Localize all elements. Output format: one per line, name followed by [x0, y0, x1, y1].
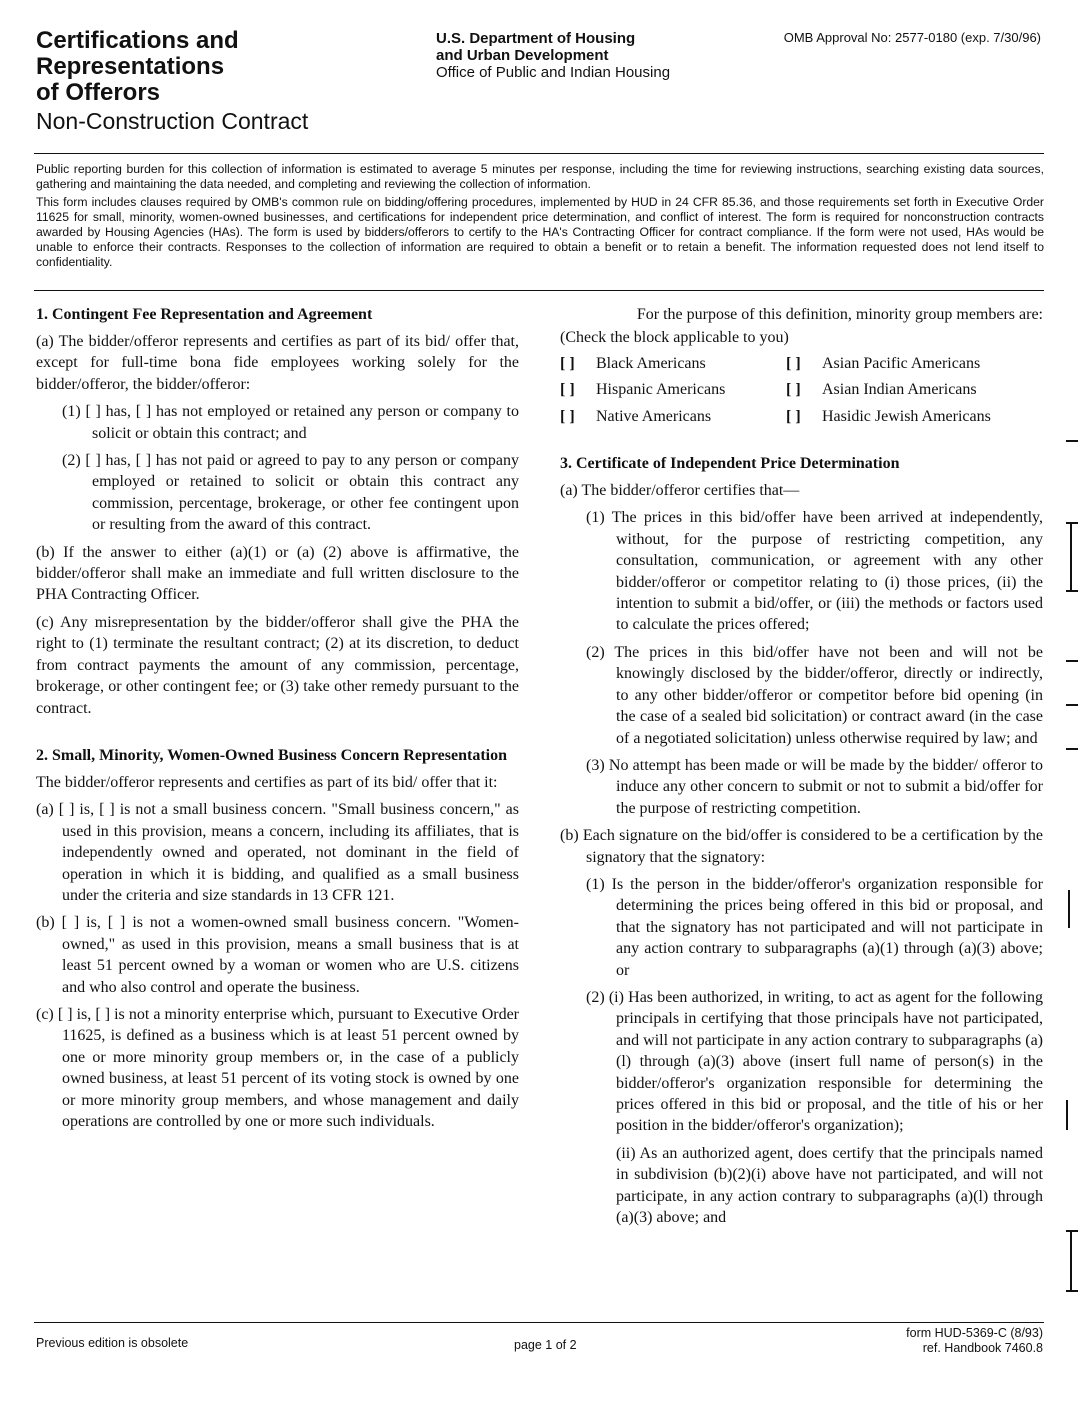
minority-option-hispanic[interactable]: [ ] Hispanic Americans — [560, 379, 786, 400]
section-3-b2ii: (ii) As an authorized agent, does certify that the principals named in subdivision (b)(2)(i) above have not participated, and will not participate, in any action contrary to subparagraphs (a)(l) through (a)(3) above; and — [616, 1144, 1043, 1227]
form-title — [36, 28, 416, 134]
checkbox[interactable]: [ ] — [560, 354, 575, 372]
minority-intro: For the purpose of this definition, minority group members are: — [636, 306, 1043, 323]
margin-mark — [1066, 440, 1078, 442]
margin-mark — [1066, 660, 1078, 662]
burden-rule — [34, 290, 1044, 291]
margin-mark — [1070, 522, 1072, 590]
section-2-heading: 2. Small, Minority, Women-Owned Business Concern Representation — [36, 746, 507, 764]
margin-mark — [1066, 1230, 1078, 1232]
title-line-1: Certifications and — [36, 27, 239, 54]
section-3-a2: (2) The prices in this bid/offer have not been and will not be knowingly disclosed by the bidder/offeror, directly or indirectly, to any other bidder/offeror or competitor before bid opening (in the case of a sealed bid solicitation) or contract award (in the case of a negotiated solicitation) unless otherwise required by law; and — [586, 643, 1043, 747]
section-1-heading: 1. Contingent Fee Representation and Agreement — [36, 306, 373, 323]
section-1-a1: (1) [ ] has, [ ] has not employed or retained any person or company to solicit or obtain this contract; and — [62, 403, 519, 442]
minority-group-list — [560, 353, 1043, 427]
section-2-intro: The bidder/offeror represents and certifies as part of its bid/ offer that it: — [36, 773, 498, 791]
checkbox[interactable]: [ ] — [560, 381, 575, 399]
margin-mark — [1066, 522, 1078, 524]
footer-obsolete-note: Previous edition is obsolete — [36, 1336, 189, 1350]
agency-line-2: and Urban Development — [436, 47, 609, 64]
omb-approval: OMB Approval No: 2577-0180 (exp. 7/30/96) — [783, 30, 1041, 45]
minority-option-asian-pacific[interactable]: [ ] Asian Pacific Americans — [786, 353, 1044, 374]
margin-mark — [1066, 748, 1078, 750]
title-line-3: of Offerors — [36, 79, 161, 106]
section-1-a2: (2) [ ] has, [ ] has not paid or agreed to pay to any person or company employed or retained to solicit or obtain this contract any commission, percentage, brokerage, or other fee contingent upon or resulting from the award of this contract. — [62, 452, 519, 534]
burden-paragraph-1: Public reporting burden for this collection of information is estimated to average 5 minutes per response, including the time for reviewing instructions, searching existing data sources, gathering and maintaining the data needed, and completing and reviewing the collection of information. — [36, 162, 1044, 191]
section-3-a: (a) The bidder/offeror certifies that— — [560, 482, 800, 500]
footer-form-number: form HUD-5369-C (8/93) — [906, 1326, 1043, 1340]
margin-mark — [1066, 704, 1078, 706]
section-2-c: (c) [ ] is, [ ] is not a minority enterprise which, pursuant to Executive Order 11625, is defined as a business which is at least 51 percent owned by one or more minority group members or, in the case of a publicly owned business, at least 51 percent of its voting stock is owned by one or more minority group members, and whose management and daily operations are controlled by one or more such individuals. — [36, 1005, 519, 1130]
minority-option-black[interactable]: [ ] Black Americans — [560, 353, 786, 374]
margin-mark — [1068, 890, 1070, 928]
section-3-a3: (3) No attempt has been made or will be made by the bidder/ offeror to induce any other concern to submit or not to submit a bid/offer for the purpose of restricting competition. — [586, 756, 1043, 817]
margin-mark — [1066, 1100, 1068, 1130]
minority-option-hasidic[interactable]: [ ] Hasidic Jewish Americans — [786, 406, 1044, 427]
footer-form-id — [906, 1326, 1043, 1356]
left-column — [36, 304, 519, 1138]
checkbox[interactable]: [ ] — [786, 407, 801, 425]
margin-mark — [1066, 590, 1078, 592]
burden-statement — [36, 162, 1044, 273]
section-3-b1: (1) Is the person in the bidder/offeror's organization responsible for determining the prices being offered in this bid or proposal, and that the signatory has not participated and will not participate in any action contrary to subparagraphs (a)(1) through (a)(3) above; or — [586, 875, 1043, 979]
footer-rule — [34, 1322, 1044, 1323]
title-line-2: Representations — [36, 53, 225, 80]
footer-page-number: page 1 of 2 — [514, 1338, 577, 1352]
section-1-b: (b) If the answer to either (a)(1) or (a) (2) above is affirmative, the bidder/offeror shall make an immediate and full written disclosure to the PHA Contracting Officer. — [36, 543, 519, 604]
right-column — [560, 304, 1043, 1234]
margin-mark — [1066, 1290, 1078, 1292]
burden-paragraph-2: This form includes clauses required by OMB's common rule on bidding/offering procedures, implemented by HUD in 24 CFR 85.36, and those requirements set forth in Executive Order 11625 for small, minority, women-owned businesses, and certifications for independent price determination, and conflict of interest. The form is required for nonconstruction contracts awarded by Housing Agencies (HAs). The form is used by bidders/offerors to certify to the HA's Contracting Officer for contract compliance. If the form were not used, HAs would be unable to enforce their contracts. Responses to the collection of information are required to obtain a benefit or to retain a benefit. The information requested does not lend itself to confidentiality. — [36, 195, 1044, 269]
footer-handbook-ref: ref. Handbook 7460.8 — [922, 1341, 1043, 1355]
minority-option-native[interactable]: [ ] Native Americans — [560, 406, 786, 427]
header-rule — [34, 153, 1044, 154]
section-1-a: (a) The bidder/offeror represents and certifies as part of its bid/ offer that, except for full-time bona fide employees working solely for the bidder/offeror, the bidder/offeror: — [36, 333, 519, 393]
section-3-a1: (1) The prices in this bid/offer have been arrived at independently, without, for the purpose of restricting competition, any consultation, communication, or agreement with any other bidder/offeror or competitor relating to (i) those prices, (ii) the intention to submit a bid/offer, or (iii) the methods or factors used to calculate the prices offered; — [586, 509, 1043, 634]
margin-mark — [1070, 1230, 1072, 1290]
section-2-a: (a) [ ] is, [ ] is not a small business concern. "Small business concern," as used in this provision, means a concern, including its affiliates, that is independently owned and operated, not dominant in the field of operation in which it is bidding, and qualified as a small business under the criteria and size standards in 13 CFR 121. — [36, 801, 519, 904]
section-3-heading: 3. Certificate of Independent Price Determination — [560, 455, 900, 473]
checkbox[interactable]: [ ] — [786, 381, 801, 399]
section-2-b: (b) [ ] is, [ ] is not a women-owned small business concern. "Women-owned," as used in this provision, means a small business that is at least 51 percent owned by a woman or women who are U.S. citizens and who also control and operate the business. — [36, 914, 519, 996]
form-subtitle: Non-Construction Contract — [36, 108, 309, 134]
agency-block — [436, 30, 670, 81]
section-3-b: (b) Each signature on the bid/offer is considered to be a certification by the signatory that the signatory: — [560, 827, 1043, 866]
minority-option-asian-indian[interactable]: [ ] Asian Indian Americans — [786, 379, 1044, 400]
agency-line-3: Office of Public and Indian Housing — [436, 64, 671, 81]
checkbox[interactable]: [ ] — [560, 407, 575, 425]
section-1-c: (c) Any misrepresentation by the bidder/offeror shall give the PHA the right to (1) terminate the resultant contract; (2) at its discretion, to deduct from contract payments the amount of any commission, percentage, brokerage, or other contingent fee; or (3) take other remedy pursuant to the contract. — [36, 613, 519, 717]
section-3-b2i: (2) (i) Has been authorized, in writing, to act as agent for the following principals in certifying that those principals have not participated, and will not participate in any action contrary to subparagraphs (a)(l) through (a)(3) above (insert full name of person(s) in the bidder/offeror's organization responsible for determining the prices offered in this bid or proposal, and the title of his or her position in the bidder/offeror's organization); — [586, 988, 1043, 1135]
agency-line-1: U.S. Department of Housing — [436, 30, 636, 47]
checkbox[interactable]: [ ] — [786, 354, 801, 372]
minority-check-instruction: (Check the block applicable to you) — [560, 329, 789, 347]
